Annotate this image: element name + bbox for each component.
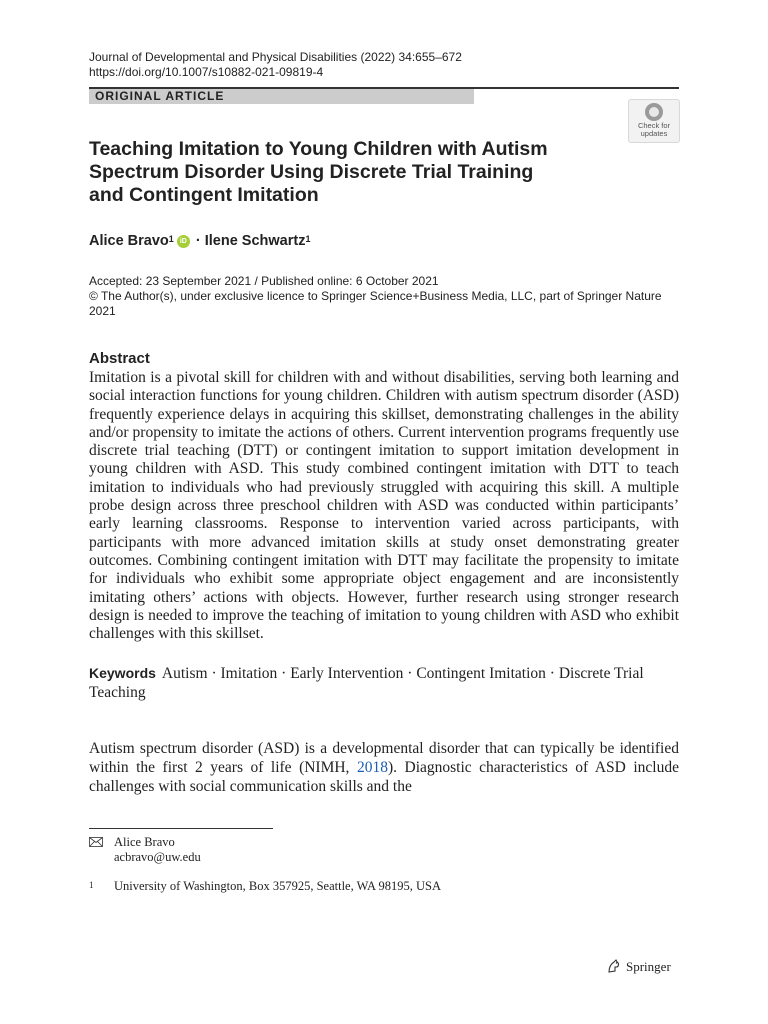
article-title: Teaching Imitation to Young Children with Autism Spectrum Disorder Using Discrete Trial Training and Contingent Imitation xyxy=(89,138,548,206)
copyright-notice: © The Author(s), under exclusive licence to Springer Science+Business Media, LLC, part of Springer Nature 2021 xyxy=(89,289,662,318)
intro-paragraph xyxy=(89,739,679,796)
doi-link[interactable]: https://doi.org/10.1007/s10882-021-09819-4 xyxy=(89,65,324,79)
affiliation-text: University of Washington, Box 357925, Seattle, WA 98195, USA xyxy=(114,879,441,893)
article-type-label: ORIGINAL ARTICLE xyxy=(95,89,225,103)
publisher-name: Springer xyxy=(626,958,671,974)
author-name[interactable]: Alice Bravo xyxy=(89,233,169,249)
citation-link[interactable]: 2018 xyxy=(356,759,388,776)
springer-horse-icon xyxy=(606,958,622,978)
footnote-rule xyxy=(89,828,273,829)
intro-text: Autism spectrum disorder (ASD) is a developmental disorder that can typically be identified within the first 2 years of life (NIMH, xyxy=(89,740,679,776)
publication-dates: Accepted: 23 September 2021 / Published online: 6 October 2021 xyxy=(89,274,439,288)
update-icon xyxy=(645,103,663,121)
journal-citation: Journal of Developmental and Physical Disabilities (2022) 34:655–672 xyxy=(89,50,462,64)
publisher-logo xyxy=(606,958,671,978)
author-name[interactable]: Ilene Schwartz xyxy=(204,233,306,249)
envelope-icon xyxy=(89,836,103,851)
keywords-section xyxy=(89,664,679,702)
abstract-heading: Abstract xyxy=(89,350,150,367)
abstract-text: Imitation is a pivotal skill for children with and without disabilities, serving both learning and social interaction functions for young children. Children with autism spectrum disorder (ASD) frequently experience delays in acquiring this skillset, demonstrating challenges in the ability and/or propensity to imitate the actions of others. Current intervention programs frequently use discrete trial teaching (DTT) or contingent imitation to support imitation development in young children with ASD. This study combined contingent imitation with DTT to teach imitation to individuals who had previously struggled with acquiring this skill. A multiple probe design across three preschool children with ASD was conducted within participants’ early learning classrooms. Response to intervention varied across participants, with participants with more advanced imitation skills at study onset demonstrating greater outcomes. Combining contingent imitation with DTT may facilitate the propensity to imitate for individuals who exhibit some appropriate object engagement and are inconsistently imitating others’ actions with objects. However, further research using stronger research design is needed to improve the teaching of imitation to young children with ASD who exhibit challenges with this skillset. xyxy=(89,369,679,643)
badge-line1: Check for xyxy=(637,121,671,130)
corresponding-author-name: Alice Bravo xyxy=(114,835,175,849)
corresponding-author-email[interactable]: acbravo@uw.edu xyxy=(114,850,201,864)
affiliation-marker: 1 xyxy=(305,234,311,244)
affiliation-marker: 1 xyxy=(168,234,174,244)
keywords-list: Autism · Imitation · Early Intervention · Contingent Imitation · Discrete Trial Teaching xyxy=(89,665,644,701)
check-for-updates-badge[interactable] xyxy=(628,99,680,143)
affiliation-number: 1 xyxy=(89,880,94,890)
intro-text: ). Diagnostic characteristics of ASD include challenges with social communication skills and the xyxy=(89,759,679,795)
orcid-icon[interactable]: iD xyxy=(177,235,190,248)
author-separator: · xyxy=(195,233,201,249)
author-list xyxy=(89,231,310,251)
badge-line2: updates xyxy=(640,129,668,138)
keywords-label: Keywords xyxy=(89,665,156,681)
